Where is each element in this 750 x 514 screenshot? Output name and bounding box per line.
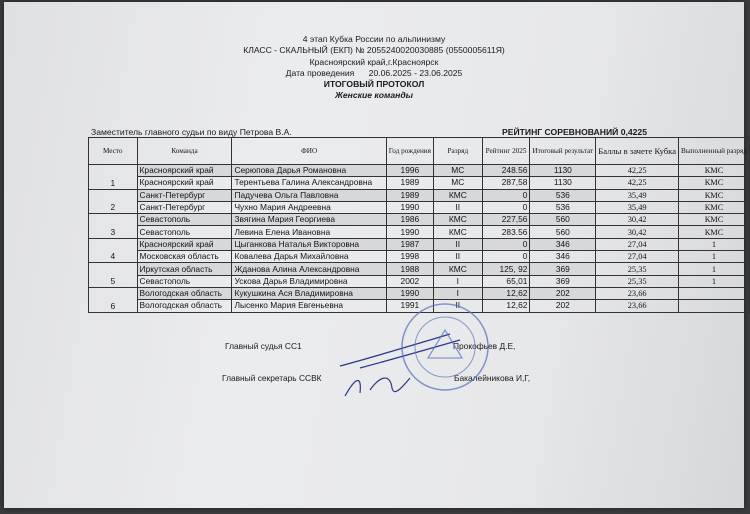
cell-name: Кукушкина Ася Владимировна xyxy=(232,287,386,299)
cell-result: 1130 xyxy=(530,177,596,189)
cell-team: Санкт-Петербург xyxy=(137,189,232,201)
cell-rank: КМС xyxy=(433,263,482,275)
table-row xyxy=(89,226,750,238)
dates-label: Дата проведения xyxy=(285,68,355,78)
cell-result: 560 xyxy=(530,214,596,226)
cell-team: Иркутская область xyxy=(137,263,232,275)
deputy-judge: Заместитель главного судьи по виду Петрова В.А. xyxy=(91,127,292,137)
competition-rating: РЕЙТИНГ СОРЕВНОВАНИЙ 0,4225 xyxy=(502,127,647,137)
cell-points: 42,25 xyxy=(596,165,679,177)
cell-name: Серюпова Дарья Романовна xyxy=(232,165,386,177)
cell-name: Жданова Алина Александровна xyxy=(232,263,386,275)
cell-rank: МС xyxy=(433,177,482,189)
cell-place: 6 xyxy=(89,287,138,312)
col-achieved: Выполненный разряд xyxy=(679,138,750,165)
cell-rating: 12,62 xyxy=(482,287,530,299)
cell-achieved: 1 xyxy=(679,238,750,250)
cell-rating: 248.56 xyxy=(482,165,530,177)
cell-result: 346 xyxy=(530,238,596,250)
cell-place: 2 xyxy=(89,189,138,214)
cell-rating: 0 xyxy=(482,201,530,213)
cell-rank: МС xyxy=(433,165,482,177)
cell-team: Севастополь xyxy=(137,226,232,238)
table-row xyxy=(89,251,750,263)
cell-result: 536 xyxy=(530,189,596,201)
cell-rating: 227,56 xyxy=(482,214,530,226)
cell-result: 1130 xyxy=(530,165,596,177)
cell-points: 35,49 xyxy=(596,201,679,213)
cell-rating: 12,62 xyxy=(482,300,530,312)
cell-points: 27,04 xyxy=(596,238,679,250)
table-row xyxy=(89,177,750,189)
cell-points: 25,35 xyxy=(596,263,679,275)
cell-year: 1990 xyxy=(386,201,433,213)
cell-year: 1990 xyxy=(386,287,433,299)
cell-team: Вологодская область xyxy=(137,300,232,312)
col-year: Год рождения xyxy=(386,138,433,165)
cell-points: 27,04 xyxy=(596,251,679,263)
table-row xyxy=(89,263,750,275)
col-place: Место xyxy=(89,138,138,165)
class-line: КЛАСС - СКАЛЬНЫЙ (ЕКП) № 2055240020030885 (0550005611Я) xyxy=(243,45,505,55)
cell-rating: 125, 92 xyxy=(482,263,530,275)
dates-value: 20.06.2025 - 23.06.2025 xyxy=(368,68,463,78)
cell-points: 23,66 xyxy=(596,287,679,299)
cell-team: Севастополь xyxy=(137,275,232,287)
cell-achieved: КМС xyxy=(679,201,750,213)
cell-year: 1989 xyxy=(386,189,433,201)
cell-points: 30,42 xyxy=(596,214,679,226)
cell-rank: I xyxy=(433,287,482,299)
cell-rank: II xyxy=(433,238,482,250)
cell-achieved: КМС xyxy=(679,189,750,201)
cell-name: Падучева Ольга Павловна xyxy=(232,189,386,201)
cell-rating: 0 xyxy=(482,251,530,263)
cell-result: 369 xyxy=(530,275,596,287)
cell-place: 5 xyxy=(89,263,138,288)
cell-year: 1986 xyxy=(386,214,433,226)
cell-rating: 65,01 xyxy=(482,275,530,287)
cell-team: Красноярский край xyxy=(137,238,232,250)
col-rating: Рейтинг 2025 xyxy=(482,138,530,165)
cell-year: 1987 xyxy=(386,238,433,250)
cell-name: Терентьева Галина Александровна xyxy=(232,177,386,189)
cell-rating: 0 xyxy=(482,238,530,250)
cell-rank: I xyxy=(433,275,482,287)
cell-year: 1990 xyxy=(386,226,433,238)
cell-points: 25,35 xyxy=(596,275,679,287)
table-row xyxy=(89,287,750,299)
cell-place: 4 xyxy=(89,238,138,263)
cell-achieved: 1 xyxy=(679,263,750,275)
table-row xyxy=(89,201,750,213)
cell-achieved: 1 xyxy=(679,275,750,287)
cell-name: Лысенко Мария Евгеньевна xyxy=(232,300,386,312)
cell-result: 369 xyxy=(530,263,596,275)
cell-name: Чухно Мария Андреевна xyxy=(232,201,386,213)
table-row xyxy=(89,189,750,201)
cell-year: 2002 xyxy=(386,275,433,287)
cell-team: Вологодская область xyxy=(137,287,232,299)
cell-team: Севастополь xyxy=(137,214,232,226)
cell-rank: КМС xyxy=(433,226,482,238)
location: Красноярский край,г.Красноярск xyxy=(309,57,439,67)
cell-year: 1998 xyxy=(386,251,433,263)
cell-year: 1991 xyxy=(386,300,433,312)
table-body xyxy=(89,165,750,313)
cell-place: 3 xyxy=(89,214,138,239)
cell-rank: II xyxy=(433,201,482,213)
cell-points: 35,49 xyxy=(596,189,679,201)
cell-year: 1989 xyxy=(386,177,433,189)
cell-achieved: 1 xyxy=(679,251,750,263)
cell-name: Ускова Дарья Владимировна xyxy=(232,275,386,287)
secretary-label: Главный секретарь ССВК xyxy=(222,373,322,383)
cell-achieved xyxy=(679,300,750,312)
cell-place: 1 xyxy=(89,165,138,190)
cell-team: Красноярский край xyxy=(137,177,232,189)
col-team: Команда xyxy=(137,138,232,165)
cell-team: Красноярский край xyxy=(137,165,232,177)
protocol-title: ИТОГОВЫЙ ПРОТОКОЛ xyxy=(323,79,425,89)
event-title: 4 этап Кубка России по альпинизму xyxy=(302,34,446,44)
cell-points: 30,42 xyxy=(596,226,679,238)
cell-name: Цыганкова Наталья Викторовна xyxy=(232,238,386,250)
cell-achieved: КМС xyxy=(679,177,750,189)
cell-rank: КМС xyxy=(433,189,482,201)
cell-achieved: КМС xyxy=(679,226,750,238)
cell-result: 202 xyxy=(530,287,596,299)
table-row xyxy=(89,238,750,250)
chief-judge-label: Главный судья СС1 xyxy=(225,341,302,351)
cell-name: Ковалева Дарья Михайловна xyxy=(232,251,386,263)
cell-result: 560 xyxy=(530,226,596,238)
cell-points: 42,25 xyxy=(596,177,679,189)
cell-achieved: КМС xyxy=(679,165,750,177)
cell-rating: 283.56 xyxy=(482,226,530,238)
col-name: ФИО xyxy=(232,138,386,165)
cell-rank: II xyxy=(433,251,482,263)
table-row xyxy=(89,165,750,177)
cell-result: 346 xyxy=(530,251,596,263)
cell-rank: II xyxy=(433,300,482,312)
table-header xyxy=(89,138,750,165)
cell-result: 536 xyxy=(530,201,596,213)
cell-name: Левина Елена Ивановна xyxy=(232,226,386,238)
cell-year: 1996 xyxy=(386,165,433,177)
cell-points: 23,66 xyxy=(596,300,679,312)
protocol-subtitle: Женские команды xyxy=(335,90,413,100)
cell-rank: КМС xyxy=(433,214,482,226)
cell-name: Звягина Мария Георгиева xyxy=(232,214,386,226)
dates-line xyxy=(4,68,744,79)
cell-rating: 287,58 xyxy=(482,177,530,189)
table-row xyxy=(89,214,750,226)
cell-year: 1988 xyxy=(386,263,433,275)
results-table xyxy=(88,137,750,313)
cell-team: Санкт-Петербург xyxy=(137,201,232,213)
cell-team: Московская область xyxy=(137,251,232,263)
table-row xyxy=(89,275,750,287)
col-result: Итоговый результат xyxy=(530,138,596,165)
cell-achieved: КМС xyxy=(679,214,750,226)
cell-result: 202 xyxy=(530,300,596,312)
official-stamp xyxy=(398,300,493,395)
col-points: Баллы в зачете Кубка xyxy=(596,138,679,165)
cell-rating: 0 xyxy=(482,189,530,201)
cell-achieved xyxy=(679,287,750,299)
col-rank: Разряд xyxy=(433,138,482,165)
secretary-name: Бакалейникова И,Г, xyxy=(454,373,531,383)
chief-judge-name: Прокофьев Д.Е, xyxy=(453,341,516,351)
